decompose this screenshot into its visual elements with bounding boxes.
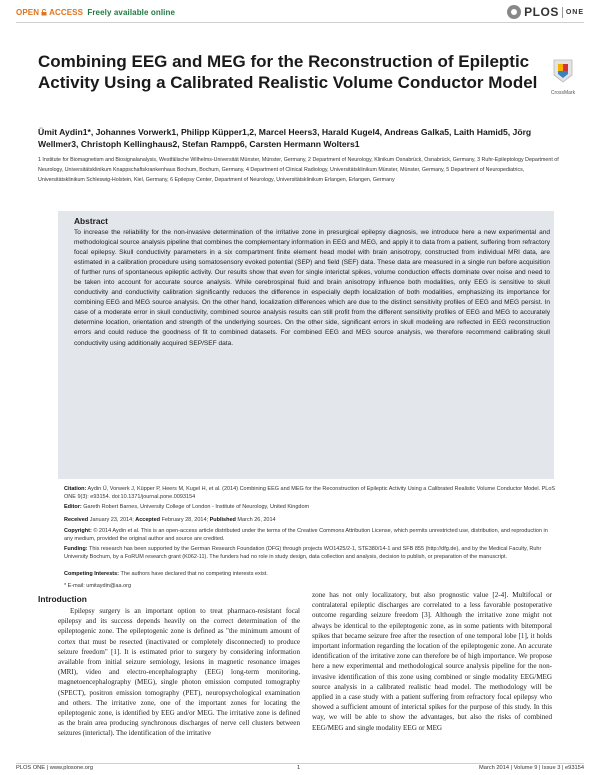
- citation-label: Citation:: [64, 486, 87, 492]
- citation-line: [64, 485, 558, 502]
- abstract-heading: Abstract: [74, 216, 108, 226]
- footer-journal[interactable]: PLOS ONE | www.plosone.org: [16, 765, 94, 771]
- intro-column-right: zone has not only localizatory, but also prognostic value [2-4]. Multifocal or contralateral epileptic discharges are correlated to a less favorable postoperative outcome regarding seizure freedom [3]. Although the irritative zone might not always be identical to the epileptogenic zone, as in some patients with bitemporal spikes that became seizure free after the resection of one temporal lobe [1], it holds important information regarding the location of the epileptogenic zone. An accurate identification of the irritative zone can therefore be of high importance. We propose here a new experimental and methodological source analysis pipeline for the non-invasive identification of this zone using combined or single modality EEG/MEG source analysis in a calibrated realistic head model. The methodology will be applied in a case study with a patient suffering from refractory focal epilepsy who showed a sufficient amount of interictal spikes for the purpose of this study. In this way, we will be able to show the advantages, but also the risks of combined EEG/MEG and single modality EEG or MEG: [312, 591, 552, 732]
- crossmark-badge[interactable]: [548, 58, 578, 96]
- article-title: Combining EEG and MEG for the Reconstruction of Epileptic Activity Using a Calibrated Realistic Volume Conductor Model: [38, 52, 538, 92]
- crossmark-icon: [552, 58, 574, 84]
- open-lock-icon: [41, 9, 47, 16]
- received-date: January 23, 2014;: [89, 517, 134, 523]
- competing-line: [64, 570, 558, 578]
- header-rule: [16, 22, 584, 23]
- plos-logo-icon: [507, 5, 521, 19]
- competing-label: Competing Interests:: [64, 571, 120, 577]
- affiliations: 1 Institute for Biomagnetism and Biosignalanalysis, Westfälische Wilhelms-Universität Münster, Münster, Germany, 2 Department of Neurology, Klinikum Osnabrück, Osnabrück, Germany, 3 Ruhr-Epileptology Department of Neurology, Universitätsklinikum Knappschaftskrankenhaus Bochum, Bochum, Germany, 4 Department of Clinical Radiology, Universitätsklinikum Münster, Münster, Germany, 5 Department of Neuropediatrics, Universitätsklinikum Schleswig-Holstein, Kiel, Germany, 6 Epilepsy Center, Department of Neurology, Universitätsklinikum Erlangen, Erlangen, Germany: [38, 157, 559, 183]
- editor-label: Editor:: [64, 504, 82, 510]
- funding-text: This research has been supported by the German Research Foundation (DFG) through projects WO1425/2-1, STE380/14-1 and SFB 855 (http://dfg.de), and by the Medical Faculty, Ruhr University Bochum, by a FoRUM research grant (K062-11). The funders had no role in study design, data collection and analysis, decision to publish, or preparation of the manuscript.: [64, 546, 542, 561]
- funding-line: [64, 545, 558, 562]
- editor-text: Gareth Robert Barnes, University College of London - Institute of Neurology, United Kingdom: [83, 504, 310, 510]
- page-number: 1: [297, 765, 301, 771]
- one-wordmark: ONE: [565, 8, 584, 16]
- access-label: ACCESS: [49, 8, 84, 17]
- received-label: Received: [64, 517, 89, 523]
- author-list: Ümit Aydin1*, Johannes Vorwerk1, Philipp Küpper1,2, Marcel Heers3, Harald Kugel4, Andreas Galka5, Laith Hamid5, Jörg Wellmer3, Christoph Kellinghaus2, Stefan Rampp6, Carsten Hermann Wolters1: [38, 127, 532, 149]
- logo-divider: [562, 7, 563, 18]
- dates-line: [64, 516, 558, 524]
- accepted-label: Accepted: [135, 517, 161, 523]
- copyright-label: Copyright:: [64, 528, 92, 534]
- intro-column-left: Epilepsy surgery is an important option to treat pharmaco-resistant focal epilepsy and its success depends heavily on the correct determination of the epileptogenic zone. The epileptogenic zone is defined as "the minimum amount of cortex that must be resected (inactivated or completely disconnected) to produce seizure freedom" [1]. It is estimated prior to surgery by considering information available from initial seizure semiology, lesions in magnetic resonance images (MRI), video and electro-encephalography (EEG) long-term monitoring, magnetoencephalography (MEG), single photon emission computed tomography (SPECT), positron emission tomography (PET), neuropsychological examination and others. The irritative zone, one of the important zones for locating the epileptogenic zone, is identified by EEG and/or MEG. The irritative zone is defined as the brain area producing synchronous discharges of nerve cell clusters between seizures (interictal). The identification of the irritative: [58, 607, 300, 738]
- open-label: OPEN: [16, 8, 40, 17]
- plos-wordmark: PLOS: [524, 5, 559, 19]
- email-line[interactable]: * E-mail: umitaydin@aa.org: [64, 583, 132, 589]
- citation-text: Aydin Ü, Vorwerk J, Küpper P, Heers M, Kugel H, et al. (2014) Combining EEG and MEG for the Reconstruction of Epileptic Activity Using a Calibrated Realistic Volume Conductor Model. PLoS ONE 9(3): e93154. doi:10.1371/journal.pone.0093154: [64, 486, 556, 501]
- published-label: Published: [209, 517, 236, 523]
- published-date: March 26, 2014: [237, 517, 276, 523]
- introduction-heading: Introduction: [38, 594, 87, 604]
- funding-label: Funding:: [64, 546, 88, 552]
- abstract-text: To increase the reliability for the non-invasive determination of the irritative zone in presurgical epilepsy diagnosis, we introduce here a new experimental and methodological source analysis pipeline that combines the complementary information in EEG and MEG, and apply it to data from a patient, suffering from refractory focal epilepsy. Skull conductivity parameters in a six compartment finite element head model with brain anisotropy, constructed from individual MRI data, are estimated in a calibration procedure using somatosensory evoked potential (SEP) and field (SEF) data. These data are measured in a single run before acquisition of further runs of spontaneous epileptic activity. Our results show that even for single interictal spikes, volume conduction effects dominate over noise and need to be taken into account for accurate source analysis. While cerebrospinal fluid and brain anisotropy influence both modalities, only EEG is sensitive to skull conductivity and conductivity calibration significantly reduces the difference in especially depth localization of both modalities, emphasizing its importance for combining EEG and MEG source analysis. On the other hand, localization differences which are due to the distinct sensitivity profiles of EEG and MEG persist. In case of a moderate error in skull conductivity, combined source analysis results can still profit from the different sensitivity profiles of EEG and MEG to accurately determine location, orientation and strength of the underlying sources. On the other side, significant errors in skull modeling are reflected in EEG reconstruction errors and could reduce the goodness of fit to combined datasets. For combined EEG and MEG source analysis, we therefore recommend calibrating skull conductivity using additionally acquired SEP/SEF data.: [74, 229, 550, 347]
- footer-issue: March 2014 | Volume 9 | Issue 3 | e93154: [479, 765, 584, 771]
- open-access-banner: [16, 8, 175, 17]
- copyright-line: [64, 527, 558, 544]
- competing-text: The authors have declared that no competing interests exist.: [120, 571, 268, 577]
- freely-available-label: Freely available online: [87, 8, 176, 17]
- journal-logo[interactable]: [507, 4, 584, 20]
- accepted-date: February 28, 2014;: [161, 517, 209, 523]
- editor-line: [64, 503, 558, 511]
- footer-rule: [16, 763, 584, 764]
- crossmark-label: CrossMark: [550, 90, 576, 96]
- copyright-text: © 2014 Aydin et al. This is an open-access article distributed under the terms of the Creative Commons Attribution License, which permits unrestricted use, distribution, and reproduction in any medium, provided the original author and source are credited.: [64, 528, 548, 543]
